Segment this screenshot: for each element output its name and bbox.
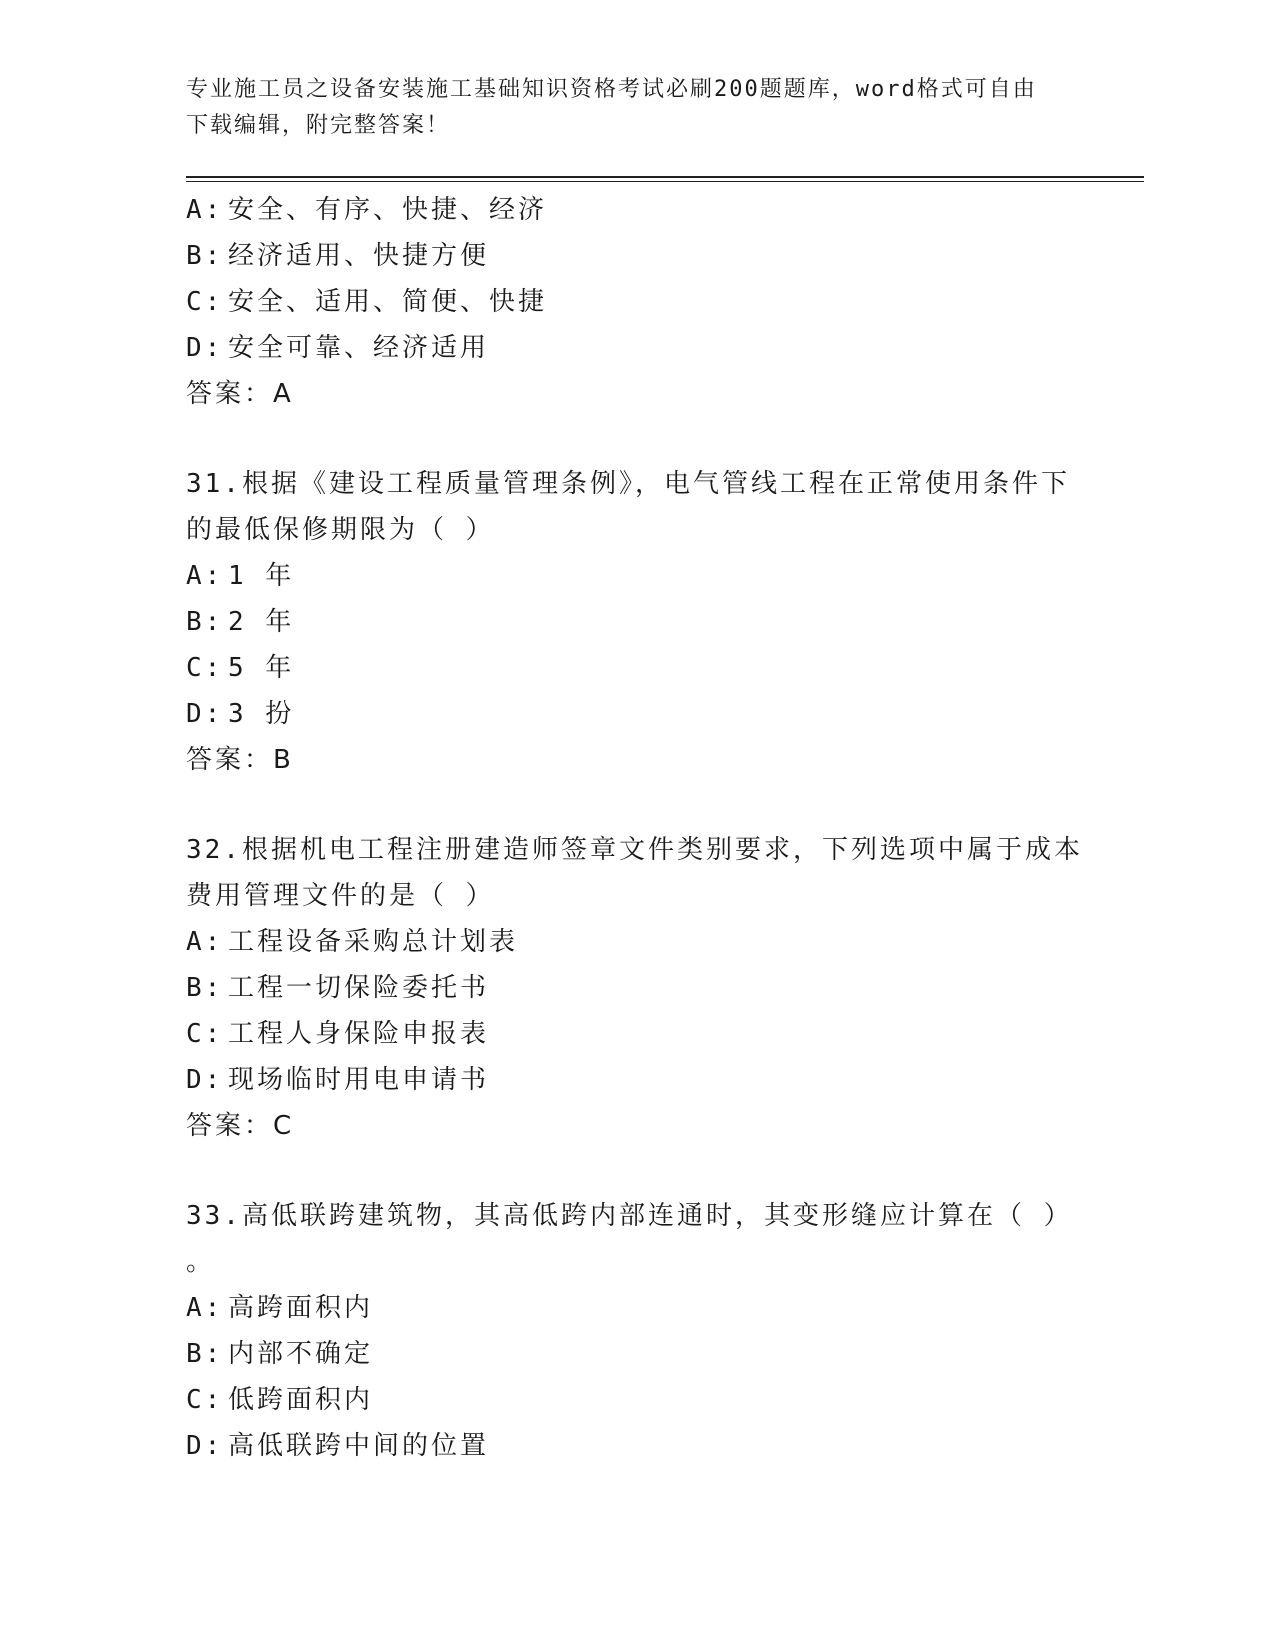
option-a: A: 工程设备采购总计划表	[186, 927, 519, 957]
option-a: A: 1 年	[186, 561, 295, 591]
question-stem-continued: 的最低保修期限为（ ）	[186, 515, 495, 545]
option-d: D: 高低联跨中间的位置	[186, 1431, 490, 1461]
option-d: D: 3 扮	[186, 699, 295, 729]
option-c: C: 工程人身保险申报表	[186, 1019, 490, 1049]
question-31	[186, 461, 1086, 783]
option-b: B: 工程一切保险委托书	[186, 973, 490, 1003]
answer-label: 答案：A	[186, 379, 294, 409]
option-b: B: 2 年	[186, 607, 295, 637]
header-line-1: 专业施工员之设备安装施工基础知识资格考试必刷200题题库，word格式可自由	[186, 77, 1037, 102]
question-stem: 32.根据机电工程注册建造师签章文件类别要求，下列选项中属于成本	[186, 835, 1083, 865]
question-32	[186, 827, 1086, 1149]
answer-label: 答案：C	[186, 1111, 295, 1141]
header-rule-thin	[186, 181, 1144, 182]
option-c: C: 低跨面积内	[186, 1385, 374, 1415]
header-rule-thick	[186, 176, 1144, 178]
answer-label: 答案：B	[186, 745, 294, 775]
option-a: A: 高跨面积内	[186, 1293, 374, 1323]
header-line-2: 下载编辑，附完整答案！	[186, 113, 451, 138]
question-30	[186, 187, 1086, 417]
question-33	[186, 1193, 1086, 1469]
option-d: D: 现场临时用电申请书	[186, 1065, 490, 1095]
option-c: C: 5 年	[186, 653, 295, 683]
question-stem: 33.高低联跨建筑物，其高低跨内部连通时，其变形缝应计算在（ ）	[186, 1201, 1073, 1231]
question-list	[186, 187, 1086, 1469]
option-c: C: 安全、适用、简便、快捷	[186, 287, 548, 317]
option-a: A: 安全、有序、快捷、经济	[186, 195, 548, 225]
question-stem-continued: 费用管理文件的是（ ）	[186, 881, 495, 911]
document-header	[186, 72, 1086, 144]
question-stem-continued: 。	[186, 1247, 216, 1277]
question-stem: 31.根据《建设工程质量管理条例》，电气管线工程在正常使用条件下	[186, 469, 1070, 499]
option-b: B: 内部不确定	[186, 1339, 374, 1369]
option-b: B: 经济适用、快捷方便	[186, 241, 490, 271]
option-d: D: 安全可靠、经济适用	[186, 333, 490, 363]
